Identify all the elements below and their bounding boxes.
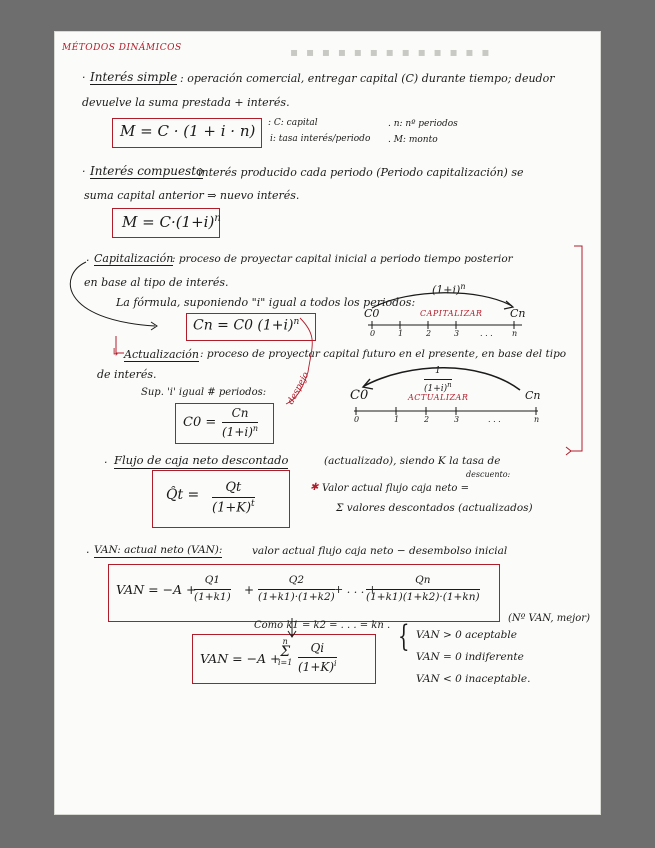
page-title: MÉTODOS DINÁMICOS xyxy=(62,43,182,53)
bullet-dot: · xyxy=(86,254,90,267)
interes-simple-line1: : operación comercial, entregar capital (C) durante tiempo; deudor xyxy=(180,72,555,85)
act-arrow-fraction: $\frac{1}{(1+i)^n}$ xyxy=(424,366,452,394)
cap-arrow-label: $(1+i)^n$ xyxy=(432,282,466,297)
cap-tick-dots: . . . xyxy=(480,329,493,338)
van-criterion-accept: VAN > 0 aceptable xyxy=(416,629,517,641)
asterisk-marker: ✱ xyxy=(310,482,319,493)
cap-arc-arrow xyxy=(372,293,512,308)
actualizacion-heading: Actualización xyxy=(124,348,199,361)
van-heading: VAN: actual neto (VAN): xyxy=(94,544,223,556)
interes-simple-line2: devuelve la suma prestada + interés. xyxy=(82,96,290,109)
formula-van2-lhs: VAN = −A + xyxy=(200,651,281,666)
flujo-note1: Valor actual flujo caja neto = xyxy=(322,483,469,494)
actualizacion-line3: Sup. 'i' igual # periodos: xyxy=(141,387,267,398)
formula-flujo-fraction: $\frac{Qt}{(1+K)^t}$ xyxy=(212,480,255,516)
connector-curve-left xyxy=(70,262,155,326)
legend-c: : C: capital xyxy=(268,118,318,128)
act-cn: Cn xyxy=(525,389,541,402)
legend-m: . M: monto xyxy=(388,135,438,145)
red-arrow-actualizacion xyxy=(116,336,124,353)
capitalizacion-heading: Capitalización xyxy=(94,252,174,265)
flujo-note2: Σ valores descontados (actualizados) xyxy=(336,502,533,514)
bullet-dot: · xyxy=(86,546,90,559)
formula-actualizacion-lhs: C0 = xyxy=(183,415,217,430)
cap-tick-1: 1 xyxy=(398,329,404,338)
cap-tick-2: 2 xyxy=(426,329,432,338)
cap-axis-label: CAPITALIZAR xyxy=(420,309,483,318)
interes-compuesto-line1: interés producido cada periodo (Periodo capitalización) se xyxy=(198,166,524,179)
bleed-through-text: ▪ ▪ ▪ ▪ ▪ ▪ ▪ ▪ ▪ ▪ ▪ ▪ ▪ xyxy=(290,45,492,59)
actualizacion-line1: : proceso de proyectar capital futuro en el presente, en base del tipo xyxy=(200,348,567,360)
flujo-heading: Flujo de caja neto descontado xyxy=(114,453,289,467)
van-como: Como k1 = k2 = . . . = kn . xyxy=(254,620,391,631)
cap-cn: Cn xyxy=(510,307,526,320)
actualizacion-line2: de interés. xyxy=(97,368,157,381)
cap-tick-n: n xyxy=(512,329,518,338)
formula-simple: M = C · (1 + i · n) xyxy=(120,122,256,140)
interes-simple-heading: Interés simple xyxy=(90,70,178,84)
sigma-symbol: n Σ i=1 xyxy=(278,637,293,667)
interes-compuesto-heading: Interés compuesto xyxy=(90,164,204,178)
van-line1: valor actual flujo caja neto − desembolso inicial xyxy=(252,545,508,557)
van-side-note: (Nº VAN, mejor) xyxy=(508,613,590,624)
capitalizacion-line3: La fórmula, suponiendo "i" igual a todos los periodos: xyxy=(116,296,416,309)
act-tick-0: 0 xyxy=(354,415,360,424)
act-c0: C0 xyxy=(350,388,369,403)
bullet-dot: · xyxy=(104,456,108,469)
formula-van-lhs: VAN = −A + xyxy=(116,582,197,597)
act-tick-3: 3 xyxy=(454,415,460,424)
red-curve-despejo xyxy=(286,318,312,407)
act-tick-dots: . . . xyxy=(488,415,501,424)
flujo-line1: (actualizado), siendo K la tasa de xyxy=(324,455,501,467)
flujo-line1b: descuento: xyxy=(466,470,511,479)
formula-compuesto: $M = C\cdot(1+i)^n$ xyxy=(122,213,221,231)
cap-tick-0: 0 xyxy=(370,329,376,338)
cap-c0: C0 xyxy=(364,307,380,320)
van-term-n: $\frac{Qn}{(1+k1)(1+k2)\cdot(1+kn)}$ xyxy=(366,574,480,603)
formula-flujo-lhs: Q̂t = xyxy=(166,487,200,503)
van-criterion-reject: VAN < 0 inaceptable. xyxy=(416,673,531,685)
act-tick-2: 2 xyxy=(424,415,430,424)
capitalizacion-line1: : proceso de proyectar capital inicial a periodo tiempo posterior xyxy=(172,253,513,265)
van-dots: + . . . + xyxy=(334,583,377,596)
despejo-note: despejo xyxy=(286,370,312,407)
interes-compuesto-line2: suma capital anterior ⇒ nuevo interés. xyxy=(84,189,300,202)
legend-i: i: tasa interés/periodo xyxy=(270,134,371,144)
formula-capitalizacion: Cn = C0 $(1+i)^n$ xyxy=(193,317,300,334)
plus-sign: + xyxy=(244,583,255,597)
cap-tick-3: 3 xyxy=(454,329,460,338)
brace: { xyxy=(398,619,410,654)
formula-van2-fraction: $\frac{Qi}{(1+K)^i}$ xyxy=(298,641,337,675)
act-axis-label: ACTUALIZAR xyxy=(408,393,469,402)
legend-n: . n: nº periodos xyxy=(388,119,458,129)
formula-actualizacion-fraction: $\frac{Cn}{(1+i)^n}$ xyxy=(222,406,259,440)
bullet-dot: · xyxy=(82,165,86,178)
capitalizacion-line2: en base al tipo de interés. xyxy=(84,276,229,289)
van-term-2: $\frac{Q2}{(1+k1)\cdot(1+k2)}$ xyxy=(258,574,335,603)
bullet-dot: · xyxy=(82,71,86,84)
act-tick-1: 1 xyxy=(394,415,400,424)
red-bracket-right xyxy=(570,246,582,451)
red-arrow-marker: ↳ xyxy=(111,346,121,359)
red-bracket-arrowhead xyxy=(566,447,571,455)
act-tick-n: n xyxy=(534,415,540,424)
van-criterion-indifferent: VAN = 0 indiferente xyxy=(416,651,524,663)
act-arc-arrow xyxy=(364,368,520,390)
van-term-1: $\frac{Q1}{(1+k1)}$ xyxy=(194,574,231,603)
